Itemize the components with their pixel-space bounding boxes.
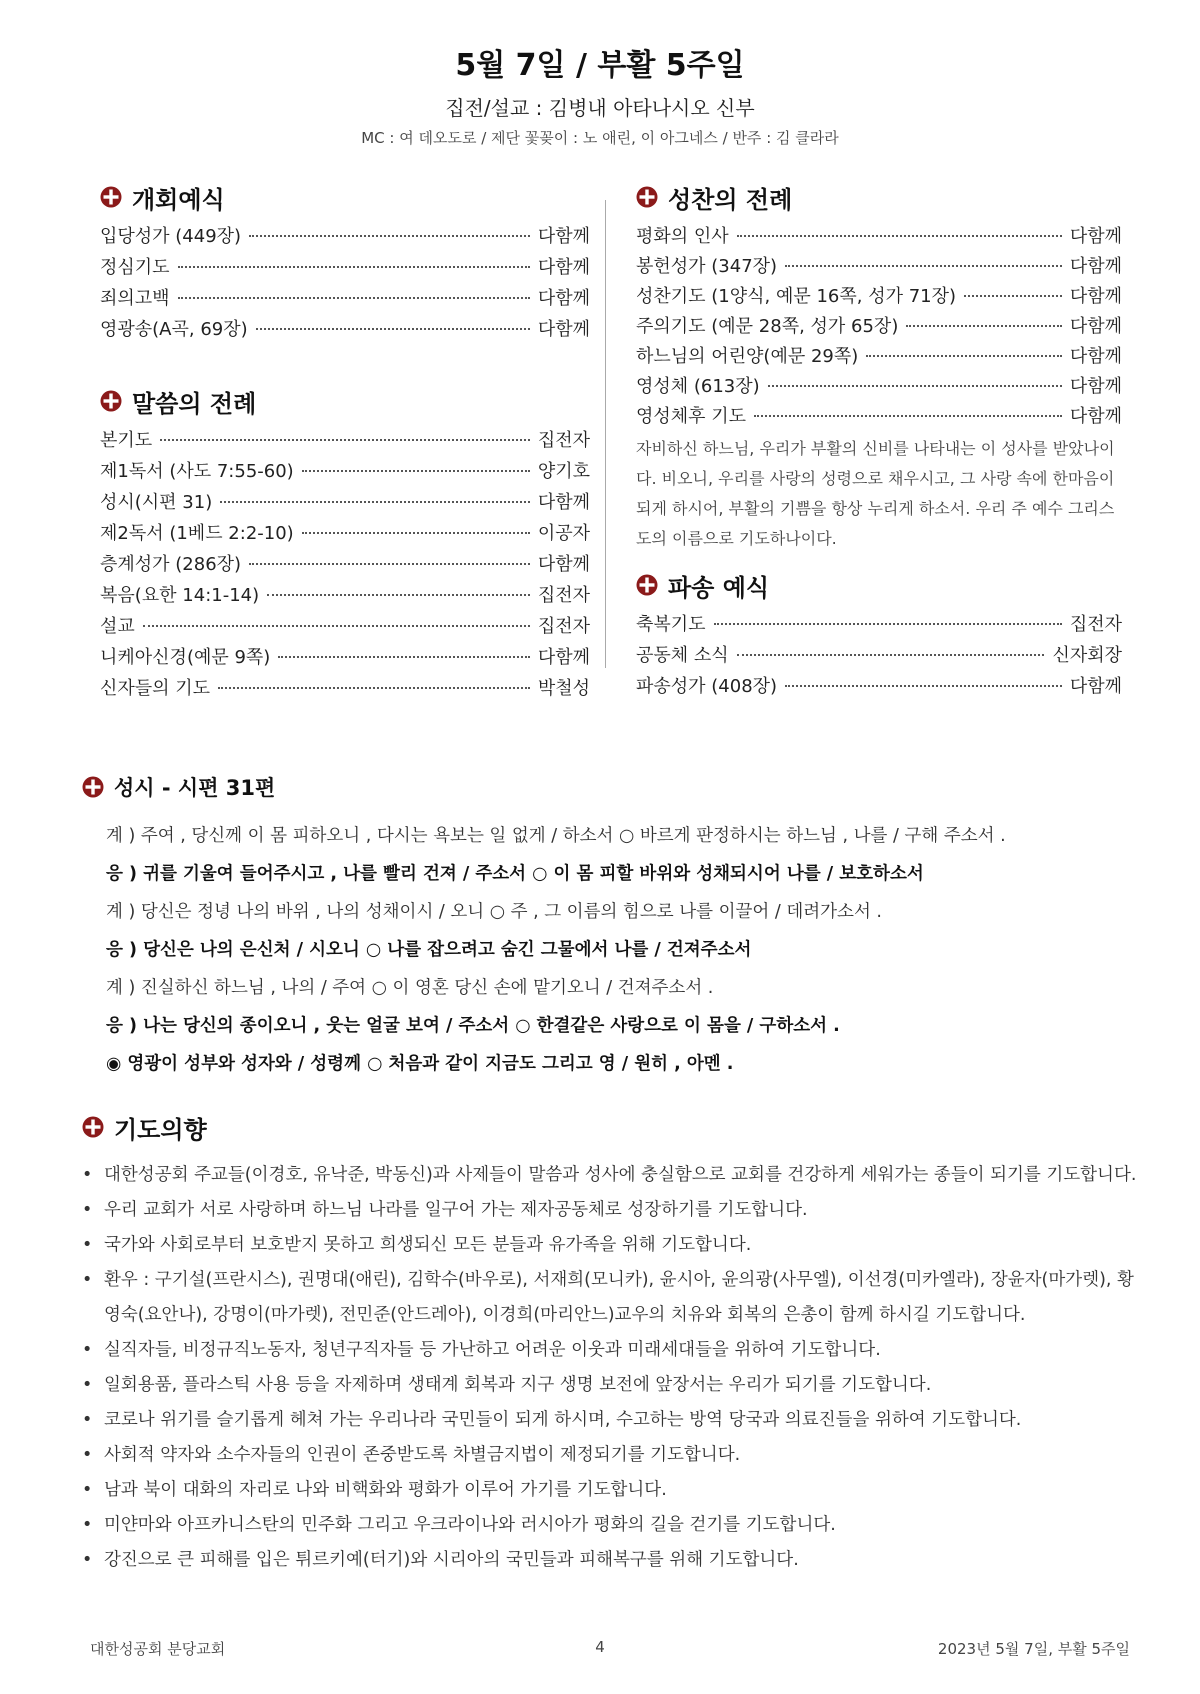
cross-in-circle-icon xyxy=(636,574,658,596)
section-title xyxy=(636,180,1122,214)
order-leader: 다함께 xyxy=(537,554,590,575)
order-label: 설교 xyxy=(100,616,135,637)
dot-leader xyxy=(964,295,1062,297)
order-row xyxy=(636,610,1122,641)
cross-in-circle-icon xyxy=(100,390,122,412)
section-dismissal xyxy=(636,568,1122,703)
order-label: 복음(요한 14:1-14) xyxy=(100,585,260,606)
section-eucharist xyxy=(636,180,1122,554)
order-leader: 다함께 xyxy=(537,226,590,247)
dot-leader xyxy=(754,415,1062,417)
order-row xyxy=(100,222,590,253)
footer-date: 2023년 5월 7일, 부활 5주일 xyxy=(937,1640,1130,1658)
order-leader: 다함께 xyxy=(1069,316,1122,337)
order-row xyxy=(636,402,1122,432)
order-leader: 집전자 xyxy=(537,616,590,637)
order-label: 주의기도 (예문 28쪽, 성가 65장) xyxy=(636,316,899,337)
order-leader: 다함께 xyxy=(537,492,590,513)
intention-item: • 코로나 위기를 슬기롭게 헤쳐 가는 우리나라 국민들이 되게 하시며, 수고하는 방역 당국과 의료진들을 위하여 기도합니다. xyxy=(82,1403,1142,1438)
order-leader: 다함께 xyxy=(1069,226,1122,247)
order-leader: 양기호 xyxy=(537,461,590,482)
section-title xyxy=(636,568,1122,602)
cross-in-circle-icon xyxy=(100,186,122,208)
dot-leader xyxy=(178,266,530,268)
order-label: 죄의고백 xyxy=(100,288,170,309)
order-label: 성찬기도 (1양식, 예문 16쪽, 성가 71장) xyxy=(636,286,957,307)
cross-in-circle-icon xyxy=(82,776,104,798)
order-row xyxy=(636,252,1122,282)
dot-leader xyxy=(302,532,530,534)
section-title-text: 말씀의 전례 xyxy=(132,389,257,418)
order-leader: 다함께 xyxy=(537,319,590,340)
intention-item: • 강진으로 큰 피해를 입은 튀르키예(터기)와 시리아의 국민들과 피해복구를 위해 기도합니다. xyxy=(82,1543,1142,1578)
order-row xyxy=(100,643,590,674)
section-word xyxy=(100,384,590,705)
dot-leader xyxy=(785,685,1062,687)
section-title-text: 기도의향 xyxy=(114,1115,207,1144)
order-label: 파송성가 (408장) xyxy=(636,676,778,697)
order-row xyxy=(100,315,590,346)
section-title-text: 성찬의 전례 xyxy=(668,185,793,214)
order-list xyxy=(100,222,590,346)
order-label: 니케아신경(예문 9쪽) xyxy=(100,647,271,668)
dot-leader xyxy=(737,654,1045,656)
column-divider xyxy=(605,200,606,668)
intention-item: • 일회용품, 플라스틱 사용 등을 자제하며 생태계 회복과 지구 생명 보전에 앞장서는 우리가 되기를 기도합니다. xyxy=(82,1368,1142,1403)
psalm-line-response: 응 ) 귀를 기울여 들어주시고 , 나를 빨리 건져 / 주소서 ○ 이 몸 피할 바위와 성채되시어 나를 / 보호하소서 xyxy=(106,864,924,884)
order-label: 평화의 인사 xyxy=(636,226,729,247)
order-leader: 다함께 xyxy=(1069,676,1122,697)
order-leader: 다함께 xyxy=(1069,256,1122,277)
intention-item: • 실직자들, 비정규직노동자, 청년구직자들 등 가난하고 어려운 이웃과 미래세대들을 위하여 기도합니다. xyxy=(82,1333,1142,1368)
dot-leader xyxy=(278,656,530,658)
section-title-text: 파송 예식 xyxy=(668,573,770,602)
order-row xyxy=(100,612,590,643)
cross-in-circle-icon xyxy=(82,1116,104,1138)
dot-leader xyxy=(160,439,530,441)
order-row xyxy=(636,672,1122,703)
order-label: 공동체 소식 xyxy=(636,645,729,666)
order-row xyxy=(100,488,590,519)
dot-leader xyxy=(714,623,1062,625)
order-leader: 이공자 xyxy=(537,523,590,544)
order-leader: 집전자 xyxy=(537,585,590,606)
intention-item: • 사회적 약자와 소수자들의 인권이 존중받도록 차별금지법이 제정되기를 기도합니다. xyxy=(82,1438,1142,1473)
order-row xyxy=(636,222,1122,252)
order-leader: 박철성 xyxy=(537,678,590,699)
order-leader: 다함께 xyxy=(1069,376,1122,397)
section-title xyxy=(82,770,1122,804)
dot-leader xyxy=(866,355,1062,357)
psalm-line-doxology: ◉ 영광이 성부와 성자와 / 성령께 ○ 처음과 같이 지금도 그리고 영 / 원히 , 아멘 . xyxy=(106,1054,734,1074)
psalm-line-leader: 계 ) 주여 , 당신께 이 몸 피하오니 , 다시는 욕보는 일 없게 / 하소서 ○ 바르게 판정하시는 하느님 , 나를 / 구해 주소서 . xyxy=(106,826,1006,846)
order-label: 영성체후 기도 xyxy=(636,406,747,427)
order-label: 층계성가 (286장) xyxy=(100,554,242,575)
section-title xyxy=(100,180,590,214)
psalm-line-leader: 계 ) 당신은 정녕 나의 바위 , 나의 성채이시 / 오니 ○ 주 , 그 이름의 힘으로 나를 이끌어 / 데려가소서 . xyxy=(106,902,882,922)
order-row xyxy=(636,372,1122,402)
dot-leader xyxy=(143,625,530,627)
section-psalm xyxy=(82,770,1122,1088)
section-title xyxy=(82,1110,1142,1144)
order-label: 하느님의 어린양(예문 29쪽) xyxy=(636,346,859,367)
order-row xyxy=(100,253,590,284)
psalm-lines xyxy=(106,822,1122,1088)
dot-leader xyxy=(737,235,1062,237)
dot-leader xyxy=(302,470,530,472)
page-number: 4 xyxy=(595,1638,605,1656)
order-leader: 다함께 xyxy=(1069,346,1122,367)
section-title xyxy=(100,384,590,418)
dot-leader xyxy=(218,687,530,689)
order-label: 영성체 (613장) xyxy=(636,376,760,397)
order-label: 제2독서 (1베드 2:2-10) xyxy=(100,523,294,544)
dot-leader xyxy=(785,265,1062,267)
psalm-line-leader: 계 ) 진실하신 하느님 , 나의 / 주여 ○ 이 영혼 당신 손에 맡기오니 / 건져주소서 . xyxy=(106,978,714,998)
order-row xyxy=(100,519,590,550)
intention-item: • 우리 교회가 서로 사랑하며 하느님 나라를 일구어 가는 제자공동체로 성장하기를 기도합니다. xyxy=(82,1193,1142,1228)
order-leader: 다함께 xyxy=(537,257,590,278)
order-label: 제1독서 (사도 7:55-60) xyxy=(100,461,294,482)
header xyxy=(0,40,1200,148)
order-leader: 다함께 xyxy=(1069,406,1122,427)
left-column xyxy=(100,180,590,705)
intentions-list xyxy=(82,1158,1142,1578)
section-title-text: 개회예식 xyxy=(132,185,225,214)
order-label: 봉헌성가 (347장) xyxy=(636,256,778,277)
intention-item: • 대한성공회 주교들(이경호, 유낙준, 박동신)과 사제들이 말씀과 성사에 충실함으로 교회를 건강하게 세워가는 종들이 되기를 기도합니다. xyxy=(82,1158,1142,1193)
order-leader: 다함께 xyxy=(1069,286,1122,307)
order-label: 입당성가 (449장) xyxy=(100,226,242,247)
intention-item: • 국가와 사회로부터 보호받지 못하고 희생되신 모든 분들과 유가족을 위해 기도합니다. xyxy=(82,1228,1142,1263)
footer-church-name: 대한성공회 분당교회 xyxy=(90,1640,226,1658)
dot-leader xyxy=(768,385,1062,387)
post-communion-prayer: 자비하신 하느님, 우리가 부활의 신비를 나타내는 이 성사를 받았나이다. 비오니, 우리를 사랑의 성령으로 채우시고, 그 사랑 속에 한마음이 되게 하시어, 부활의 기쁨을 항상 누리게 하소서. 우리 주 예수 그리스도의 이름으로 기도하나이다. xyxy=(636,439,1115,548)
order-label: 정심기도 xyxy=(100,257,170,278)
intention-item: • 남과 북이 대화의 자리로 나와 비핵화와 평화가 이루어 가기를 기도합니다. xyxy=(82,1473,1142,1508)
order-row xyxy=(636,282,1122,312)
right-column xyxy=(636,180,1122,703)
dot-leader xyxy=(249,235,530,237)
order-row xyxy=(636,312,1122,342)
order-label: 성시(시편 31) xyxy=(100,492,213,513)
order-list xyxy=(100,426,590,705)
dot-leader xyxy=(220,501,530,503)
cross-in-circle-icon xyxy=(636,186,658,208)
order-label: 신자들의 기도 xyxy=(100,678,211,699)
order-row xyxy=(100,581,590,612)
section-opening xyxy=(100,180,590,346)
order-leader: 집전자 xyxy=(1069,614,1122,635)
officiant-line: 집전/설교 : 김병내 아타나시오 신부 xyxy=(445,96,755,120)
order-row xyxy=(636,641,1122,672)
intention-item: • 환우 : 구기설(프란시스), 권명대(애린), 김학수(바우로), 서재희(모니카), 윤시아, 윤의광(사무엘), 이선경(미카엘라), 장윤자(마가렛), 황영숙(요안나), 강명이(마가렛), 전민준(안드레아), 이경희(마리안느)교우의 치유와 회복의 은총이 함께 하시길 기도합니다. xyxy=(82,1263,1142,1333)
order-list xyxy=(636,610,1122,703)
order-row xyxy=(100,284,590,315)
order-leader: 다함께 xyxy=(537,288,590,309)
order-list xyxy=(636,222,1122,432)
intention-item: • 미얀마와 아프카니스탄의 민주화 그리고 우크라이나와 러시아가 평화의 길을 걷기를 기도합니다. xyxy=(82,1508,1142,1543)
dot-leader xyxy=(906,325,1061,327)
order-row xyxy=(100,457,590,488)
order-row xyxy=(100,550,590,581)
order-label: 본기도 xyxy=(100,430,153,451)
order-row xyxy=(100,674,590,705)
order-row xyxy=(100,426,590,457)
section-title-text: 성시 - 시편 31편 xyxy=(114,776,276,800)
order-leader: 다함께 xyxy=(537,647,590,668)
credits-line: MC : 여 데오도로 / 제단 꽃꽂이 : 노 애린, 이 아그네스 / 반주 : 김 클라라 xyxy=(361,129,839,147)
order-row xyxy=(636,342,1122,372)
psalm-line-response: 응 ) 당신은 나의 은신처 / 시오니 ○ 나를 잡으려고 숨긴 그물에서 나를 / 건져주소서 xyxy=(106,940,752,960)
section-intentions xyxy=(82,1110,1142,1578)
page-title: 5월 7일 / 부활 5주일 xyxy=(455,48,745,83)
order-label: 영광송(A곡, 69장) xyxy=(100,319,248,340)
dot-leader xyxy=(256,328,530,330)
dot-leader xyxy=(249,563,530,565)
dot-leader xyxy=(178,297,530,299)
order-leader: 신자회장 xyxy=(1052,645,1122,666)
order-leader: 집전자 xyxy=(537,430,590,451)
order-label: 축복기도 xyxy=(636,614,706,635)
psalm-line-response: 응 ) 나는 당신의 종이오니 , 웃는 얼굴 보여 / 주소서 ○ 한결같은 사랑으로 이 몸을 / 구하소서 . xyxy=(106,1016,840,1036)
dot-leader xyxy=(267,594,530,596)
